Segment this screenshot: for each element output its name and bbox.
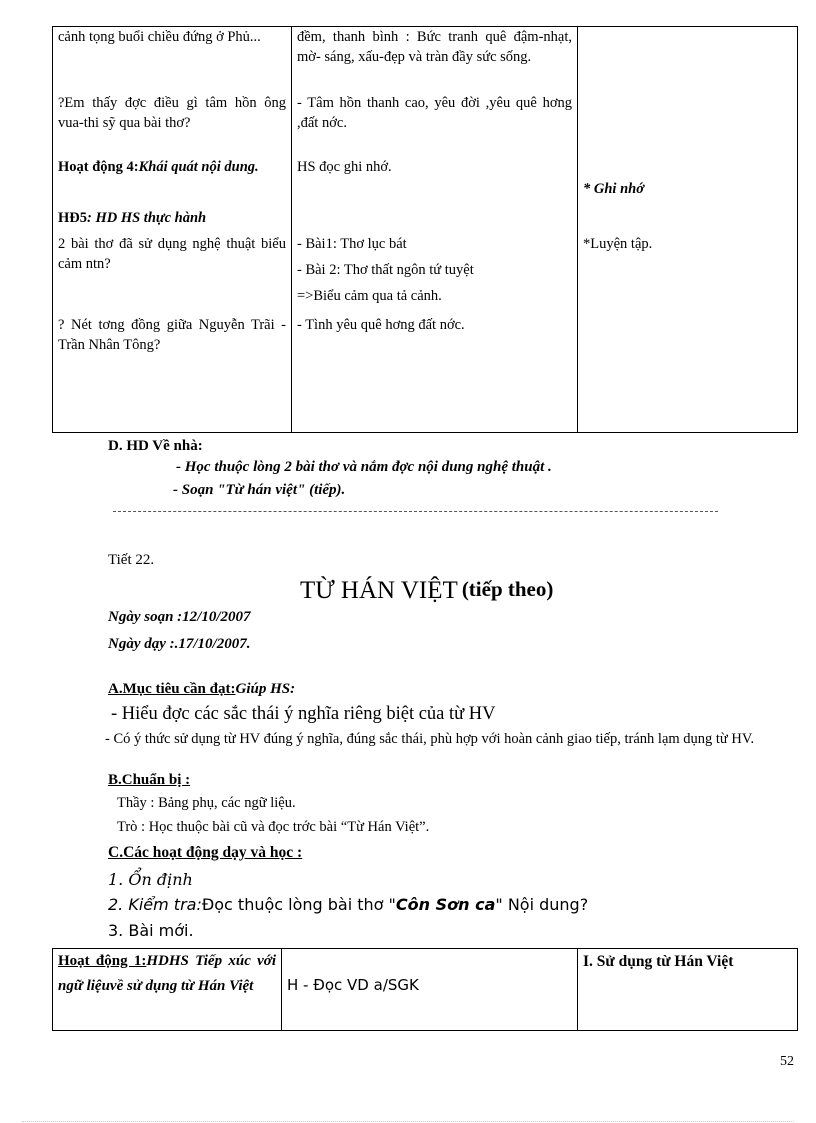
activity-step-tail: " Nội dung?	[495, 895, 589, 914]
prep-teacher: Thầy : Bảng phụ, các ngữ liệu.	[117, 795, 296, 811]
table-row	[53, 949, 798, 1031]
date-prepared: Ngày soạn :12/10/2007	[108, 609, 251, 625]
table-cell: ? Nét tơng đồng giữa Nguyễn Trãi - Trần Nhân Tông?	[58, 317, 286, 353]
content-column	[578, 27, 798, 433]
prep-student: Trò : Học thuộc bài cũ và đọc trớc bài “Từ Hán Việt”.	[117, 819, 430, 835]
prep-heading: B.Chuẩn bị :	[108, 772, 191, 788]
table-cell: cảnh tọng buổi chiều đứng ở Phủ...	[58, 29, 261, 45]
table-cell: - Tình yêu quê hơng đất nớc.	[297, 317, 465, 333]
activity-step	[108, 895, 588, 914]
goals-heading	[108, 681, 295, 698]
new-lesson-table	[52, 948, 798, 1031]
table-cell	[297, 234, 572, 315]
activity-step: 3. Bài mới.	[108, 921, 194, 940]
list-item: =>Biểu cảm qua tả cảnh.	[297, 288, 442, 304]
table-cell: ?Em thấy đợc điều gì tâm hồn ông vua-thi sỹ qua bài thơ?	[58, 95, 286, 131]
homework-item: - Học thuộc lòng 2 bài thơ và nắm đợc nội dung nghệ thuật .	[176, 459, 552, 475]
date-taught: Ngày dạy :.17/10/2007.	[108, 636, 251, 652]
activity-step: 1. Ổn định	[108, 870, 193, 889]
goals-heading-label: A.Mục tiêu cần đạt:	[108, 681, 236, 697]
lesson-title-sub: (tiếp theo)	[461, 577, 554, 601]
table-cell: I. Sử dụng từ Hán Việt	[578, 949, 798, 1031]
table-cell	[297, 208, 572, 234]
table-cell: 2 bài thơ đã sử dụng nghệ thuật biểu cảm ntn?	[58, 236, 286, 272]
activity-label: Hoạt động 1:	[58, 953, 147, 969]
table-row	[53, 27, 798, 433]
lesson-title	[300, 577, 553, 605]
poem-title: Côn Sơn ca	[395, 895, 496, 914]
table-cell: - Tâm hồn thanh cao, yêu đời ,yêu quê hơng ,đất nớc.	[297, 95, 572, 131]
table-cell: *Luyện tập.	[583, 236, 653, 252]
section-divider	[113, 511, 718, 512]
list-item: - Bài 2: Thơ thất ngôn tứ tuyệt	[297, 262, 474, 278]
activity-label: Hoạt động 4:	[58, 159, 139, 175]
table-cell	[53, 949, 282, 1031]
activity-step-text: Đọc thuộc lòng bài thơ "	[201, 895, 396, 914]
list-item: - Bài1: Thơ lục bát	[297, 236, 407, 252]
goals-heading-tail: Giúp HS:	[235, 681, 296, 697]
lesson-period: Tiết 22.	[108, 552, 155, 568]
table-cell: * Ghi nhớ	[583, 181, 644, 197]
lesson-activity-table	[52, 26, 798, 433]
teacher-activity-column	[53, 27, 292, 433]
activity-title: Khái quát nội dung.	[138, 159, 259, 175]
page-number: 52	[780, 1054, 794, 1069]
lesson-title-main: TỪ HÁN VIỆT	[300, 577, 458, 604]
homework-item: - Soạn "Từ hán việt" (tiếp).	[173, 482, 346, 498]
table-cell	[58, 208, 286, 234]
goal-item: - Có ý thức sử dụng từ HV đúng ý nghĩa, đúng sắc thái, phù hợp với hoàn cảnh giao tiếp, tránh lạm dụng từ HV.	[105, 731, 755, 747]
activity-label: HĐ5	[58, 210, 87, 226]
table-cell: đềm, thanh bình : Bức tranh quê đậm-nhạt, mờ- sáng, xấu-đẹp và tràn đầy sức sống.	[297, 29, 572, 65]
goal-item: - Hiểu đợc các sắc thái ý nghĩa riêng biệt của từ HV	[111, 704, 496, 724]
table-cell: HS đọc ghi nhớ.	[297, 159, 392, 175]
activities-heading: C.Các hoạt động dạy và học :	[108, 844, 303, 861]
activity-title: HDHS Tiếp xúc với ngữ liệuvề sử dụng từ Hán Việt	[58, 953, 276, 994]
homework-heading: D. HD Về nhà:	[108, 438, 203, 454]
table-cell	[583, 27, 792, 179]
table-cell: H - Đọc VD a/SGK	[282, 949, 578, 1031]
activity-step-label: 2. Kiểm tra:	[108, 895, 202, 914]
page-footer-rule	[22, 1121, 794, 1122]
activity-title: : HD HS thực hành	[87, 210, 207, 226]
table-cell	[58, 157, 286, 208]
student-activity-column	[292, 27, 578, 433]
